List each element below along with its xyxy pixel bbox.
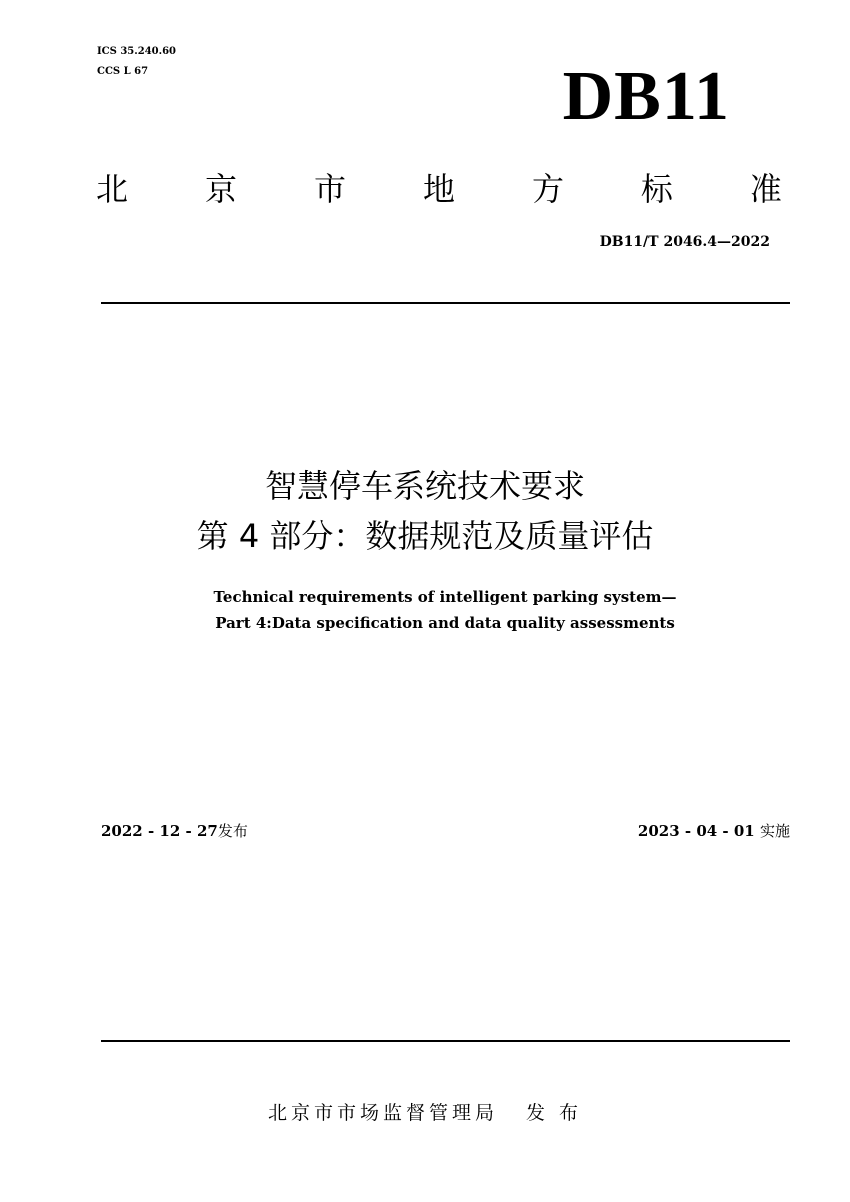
footer-divider xyxy=(101,1040,790,1042)
header-divider xyxy=(101,302,790,304)
issuer-action: 发 布 xyxy=(525,1102,583,1124)
standard-type-char: 准 xyxy=(749,170,782,208)
standard-type-char: 市 xyxy=(313,170,346,208)
standard-type-char: 北 xyxy=(96,170,129,208)
issue-date: 2022 - 12 - 27 xyxy=(101,822,218,840)
title-cn-line2: 第 4 部分：数据规范及质量评估 xyxy=(196,517,654,555)
issue-label: 发布 xyxy=(217,822,248,840)
ccs-code: CCS L 67 xyxy=(97,66,149,77)
title-cn-line1: 智慧停车系统技术要求 xyxy=(264,467,585,505)
standard-type-char: 地 xyxy=(422,170,455,208)
implement-date-block xyxy=(638,820,790,841)
ics-code: ICS 35.240.60 xyxy=(97,46,177,57)
issuer-line xyxy=(0,1098,850,1125)
classification-codes xyxy=(97,42,176,82)
db-code: DB11 xyxy=(562,58,730,135)
standard-type-char: 方 xyxy=(531,170,564,208)
standard-type-char: 京 xyxy=(204,170,237,208)
standard-number: DB11/T 2046.4—2022 xyxy=(599,234,770,250)
implement-date: 2023 - 04 - 01 xyxy=(637,822,755,840)
implement-label: 实施 xyxy=(759,822,790,840)
title-en-line1: Technical requirements of intelligent parking system— xyxy=(213,588,677,606)
title-en-line2: Part 4:Data specification and data quality assessments xyxy=(215,614,675,632)
standard-type-char: 标 xyxy=(640,170,673,208)
issuer-name: 北京市市场监督管理局 xyxy=(267,1102,498,1124)
standard-type-title xyxy=(96,164,782,210)
issue-date-block xyxy=(101,820,248,841)
